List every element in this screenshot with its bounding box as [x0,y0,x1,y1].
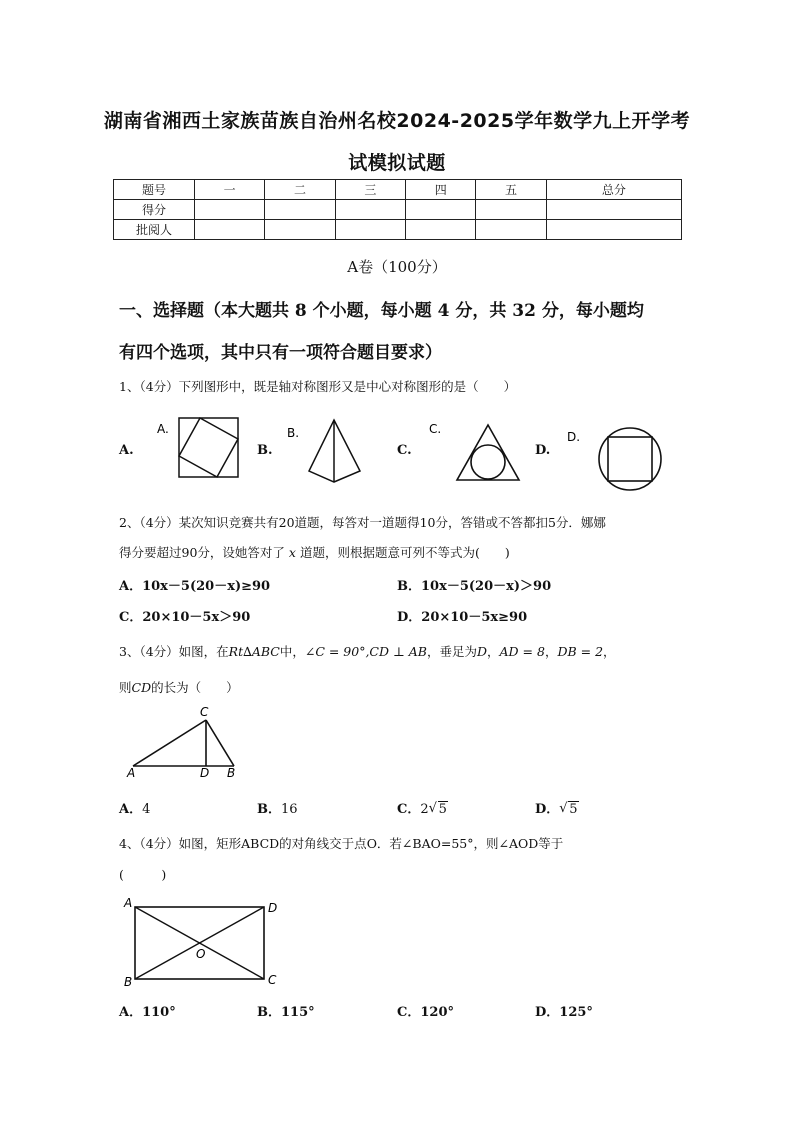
q1-fig-c-triangle [457,425,519,480]
q3-condition: ∠C = 90°,CD ⊥ AB [304,644,427,659]
q3-stem-text: 则 [119,680,132,695]
q3-stem-line1 [119,642,616,660]
q2-variable: x [288,545,296,560]
q3-option-value: 4 [142,802,151,817]
section1-heading-line2: 有四个选项，其中只有一项符合题目要求） [119,343,442,363]
q2-stem-text: 得分要超过90分，设她答对了 [119,545,285,560]
q3-option-radicand: 5 [438,802,447,817]
q2-option-a: A．10x－5(20－x)≥90 [119,579,271,594]
q3-triangle-name: Rt∆ABC [228,644,280,659]
exam-title-line2: 试模拟试题 [348,152,446,174]
q1-fig-c-circle [471,445,505,479]
q3-db-value: DB = 2 [557,644,604,659]
q2-stem-text: 道题，则根据题意可列不等式为( ) [299,545,510,560]
q3-stem-text: ， [544,644,558,659]
section1-heading-line1: 一、选择题（本大题共 8 个小题，每小题 4 分，共 32 分，每小题均 [119,301,644,321]
q3-stem-text: 中， [279,644,305,659]
score-header-cell: 三 [335,180,405,200]
q3-option-coefficient: 2 [420,802,429,817]
q4-option-b: B．115° [257,1005,315,1020]
q4-option-d: D．125° [535,1005,593,1020]
q3-option-radicand: 5 [569,802,578,817]
q3-stem-line2 [119,678,239,696]
q3-stem-text: ，垂足为 [426,644,477,659]
q1-fig-d-square [608,437,652,481]
score-header-cell: 总分 [546,180,681,200]
score-row-label: 批阅人 [114,220,195,240]
q4-fig-label-c: C [268,973,277,987]
q3-fig-label-a: A [127,766,136,780]
q4-option-c: C．120° [397,1005,454,1020]
q3-fig-label-d: D [200,766,210,780]
q1-fig-a-outer-square [179,418,238,477]
q3-stem-text: 的长为（ ） [151,680,239,695]
q3-stem-text: ， [486,644,500,659]
q3-stem-text: ， [603,644,616,659]
q2-stem-line1: 2、（4分）某次知识竞赛共有20道题，每答对一道题得10分，答错或不答都扣5分．娜娜 [119,515,606,530]
q2-stem-line2 [119,543,510,561]
q1-option-c: C. [397,443,412,458]
score-header-cell: 五 [476,180,546,200]
q3-option-label: B． [257,802,281,817]
q3-stem-text: 3、（4分）如图，在 [119,644,229,659]
sqrt-symbol [559,802,578,817]
q3-ad-value: AD = 8 [499,644,545,659]
q3-fig-label-b: B [227,766,236,780]
score-header-cell: 题号 [114,180,195,200]
q1-option-b: B. [257,443,273,458]
score-row-label: 得分 [114,200,195,220]
q2-option-c: C．20×10－5x＞90 [119,610,251,625]
q4-option-a: A．110° [119,1005,176,1020]
score-header-cell: 一 [195,180,265,200]
q3-option-value: 16 [281,802,298,817]
q1-option-a: A. [119,443,134,458]
q3-option-label: A． [119,802,143,817]
q4-fig-label-a: A [124,896,133,910]
score-header-cell: 四 [406,180,476,200]
exam-title-line1: 湖南省湘西土家族苗族自治州名校2024-2025学年数学九上开学考 [103,110,691,132]
q3-fig-side-cb [206,720,234,766]
q1-stem: 1、（4分）下列图形中，既是轴对称图形又是中心对称图形的是（ ） [119,379,517,394]
q1-fig-b-label: B. [287,426,300,440]
q1-fig-a-label: A. [157,422,169,436]
q3-option-label: D． [535,802,560,817]
sqrt-symbol [429,802,448,817]
q1-option-d: D. [535,443,551,458]
q3-option-c [397,798,448,817]
q4-fig-label-d: D [268,901,278,915]
q3-option-d [535,798,579,817]
q1-fig-d-label: D. [567,430,581,444]
q4-fig-label-o: O [196,947,206,961]
q3-fig-label-c: C [200,705,209,719]
q4-paren: ( ) [119,867,167,882]
q2-option-b: B．10x－5(20－x)＞90 [397,579,552,594]
q3-option-label: C． [397,802,421,817]
q2-option-d: D．20×10－5x≥90 [397,610,528,625]
q1-fig-c-label: C. [429,422,442,436]
q4-fig-label-b: B [124,975,133,989]
q1-fig-a-inner-square [179,418,238,477]
q3-fig-side-ac [133,720,206,766]
q3-foot-point: D [476,644,487,659]
section-a-heading: A卷（100分） [347,258,447,276]
q4-stem: 4、（4分）如图，矩形ABCD的对角线交于点O．若∠BAO=55°，则∠AOD等于 [119,836,564,851]
q3-segment-cd: CD [131,680,152,695]
q3-option-b [257,798,298,817]
q3-option-a [119,798,150,817]
score-header-cell: 二 [265,180,335,200]
